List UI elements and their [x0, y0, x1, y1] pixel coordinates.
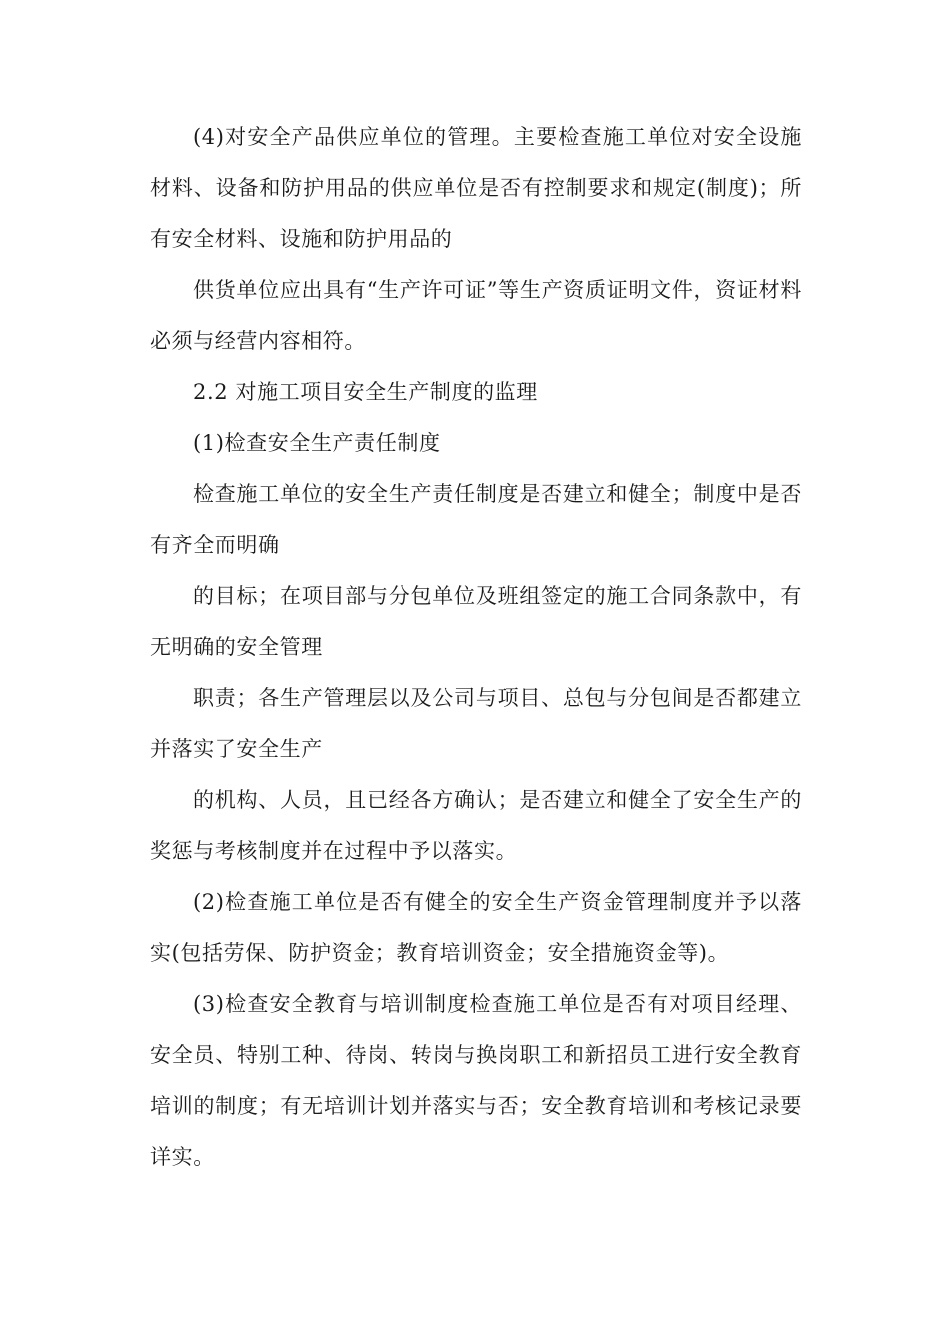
- paragraph-responsibility-check: 检查施工单位的安全生产责任制度是否建立和健全；制度中是否有齐全而明确: [150, 482, 802, 557]
- paragraph-funding-management: (2)检查施工单位是否有健全的安全生产资金管理制度并予以落实(包括劳保、防护资金；教育培训资金；安全措施资金等)。: [150, 890, 802, 965]
- paragraph-education-training: (3)检查安全教育与培训制度检查施工单位是否有对项目经理、安全员、特别工种、待岗、转岗与换岗职工和新招员工进行安全教育培训的制度；有无培训计划并落实与否；安全教育培训和考核记录要详实。: [150, 992, 802, 1169]
- paragraph-organization-incentives: 的机构、人员，且已经各方确认；是否建立和健全了安全生产的奖惩与考核制度并在过程中予以落实。: [150, 788, 802, 863]
- paragraph-management-duties: 职责；各生产管理层以及公司与项目、总包与分包间是否都建立并落实了安全生产: [150, 686, 802, 761]
- paragraph-contract-targets: 的目标；在项目部与分包单位及班组签定的施工合同条款中，有无明确的安全管理: [150, 584, 802, 659]
- document-page: [150, 112, 802, 1183]
- subheading-responsibility-system: (1)检查安全生产责任制度: [193, 431, 441, 455]
- paragraph-supplier-management: (4)对安全产品供应单位的管理。主要检查施工单位对安全设施材料、设备和防护用品的供应单位是否有控制要求和规定(制度)；所有安全材料、设施和防护用品的: [150, 125, 802, 251]
- section-heading-2-2: 2.2 对施工项目安全生产制度的监理: [193, 380, 538, 404]
- paragraph-supplier-certificates: 供货单位应出具有“生产许可证”等生产资质证明文件，资证材料必须与经营内容相符。: [150, 278, 802, 353]
